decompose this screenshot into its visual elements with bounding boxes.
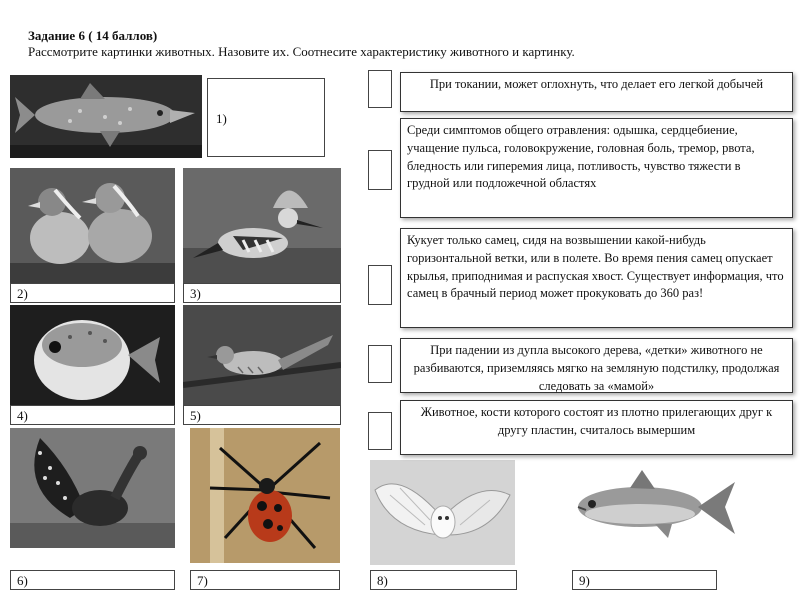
image-2-answer-box[interactable]: 2)	[10, 283, 175, 303]
image-1-answer-box[interactable]: 1)	[207, 78, 325, 157]
description-4-answer-box[interactable]	[368, 345, 392, 383]
hoopoe-photo	[183, 168, 341, 283]
capercaillie-photo	[10, 428, 175, 548]
description-3: Кукует только самец, сидя на возвышении какой-нибудь горизонтальной ветки, или в полете. Во время пения самец опускает крылья, приподнимая и распуская хвост. Существует информация, что самец в брачный период может прокуковать до 360 раз!	[400, 228, 793, 328]
description-3-answer-box[interactable]	[368, 265, 392, 305]
description-4: При падении из дупла высокого дерева, «детки» животного не разбиваются, приземляясь мягко на земляную подстилку, продолжая следовать за «мамой»	[400, 338, 793, 393]
description-2: Среди симптомов общего отравления: одышка, сердцебиение, учащение пульса, головокружение, головная боль, тремор, рвота, бледность или гиперемия лица, потливость, чувство тяжести в грудной или подложечной областях	[400, 118, 793, 218]
pufferfish-photo	[10, 305, 175, 405]
description-5: Животное, кости которого состоят из плотно прилегающих друг к другу пластин, считалось вымершим	[400, 400, 793, 455]
description-5-answer-box[interactable]	[368, 412, 392, 450]
image-6-answer-box[interactable]: 6)	[10, 570, 175, 590]
image-5-answer-box[interactable]: 5)	[183, 405, 341, 425]
image-9-answer-box[interactable]: 9)	[572, 570, 717, 590]
image-3-answer-box[interactable]: 3)	[183, 283, 341, 303]
black-widow-spider-photo	[190, 428, 340, 563]
task-instruction: Рассмотрите картинки животных. Назовите их. Соотнесите характеристику животного и картинку.	[28, 44, 575, 59]
fish-photo	[560, 462, 740, 547]
coelacanth-photo	[10, 75, 202, 158]
description-2-answer-box[interactable]	[368, 150, 392, 190]
image-4-answer-box[interactable]: 4)	[10, 405, 175, 425]
description-1-answer-box[interactable]	[368, 70, 392, 108]
image-7-answer-box[interactable]: 7)	[190, 570, 340, 590]
cuckoo-photo	[183, 305, 341, 405]
image-8-answer-box[interactable]: 8)	[370, 570, 517, 590]
description-1: При токании, может оглохнуть, что делает его легкой добычей	[400, 72, 793, 112]
owl-photo	[370, 460, 515, 565]
task-title: Задание 6 ( 14 баллов)	[28, 28, 158, 43]
mandarin-ducks-photo	[10, 168, 175, 283]
